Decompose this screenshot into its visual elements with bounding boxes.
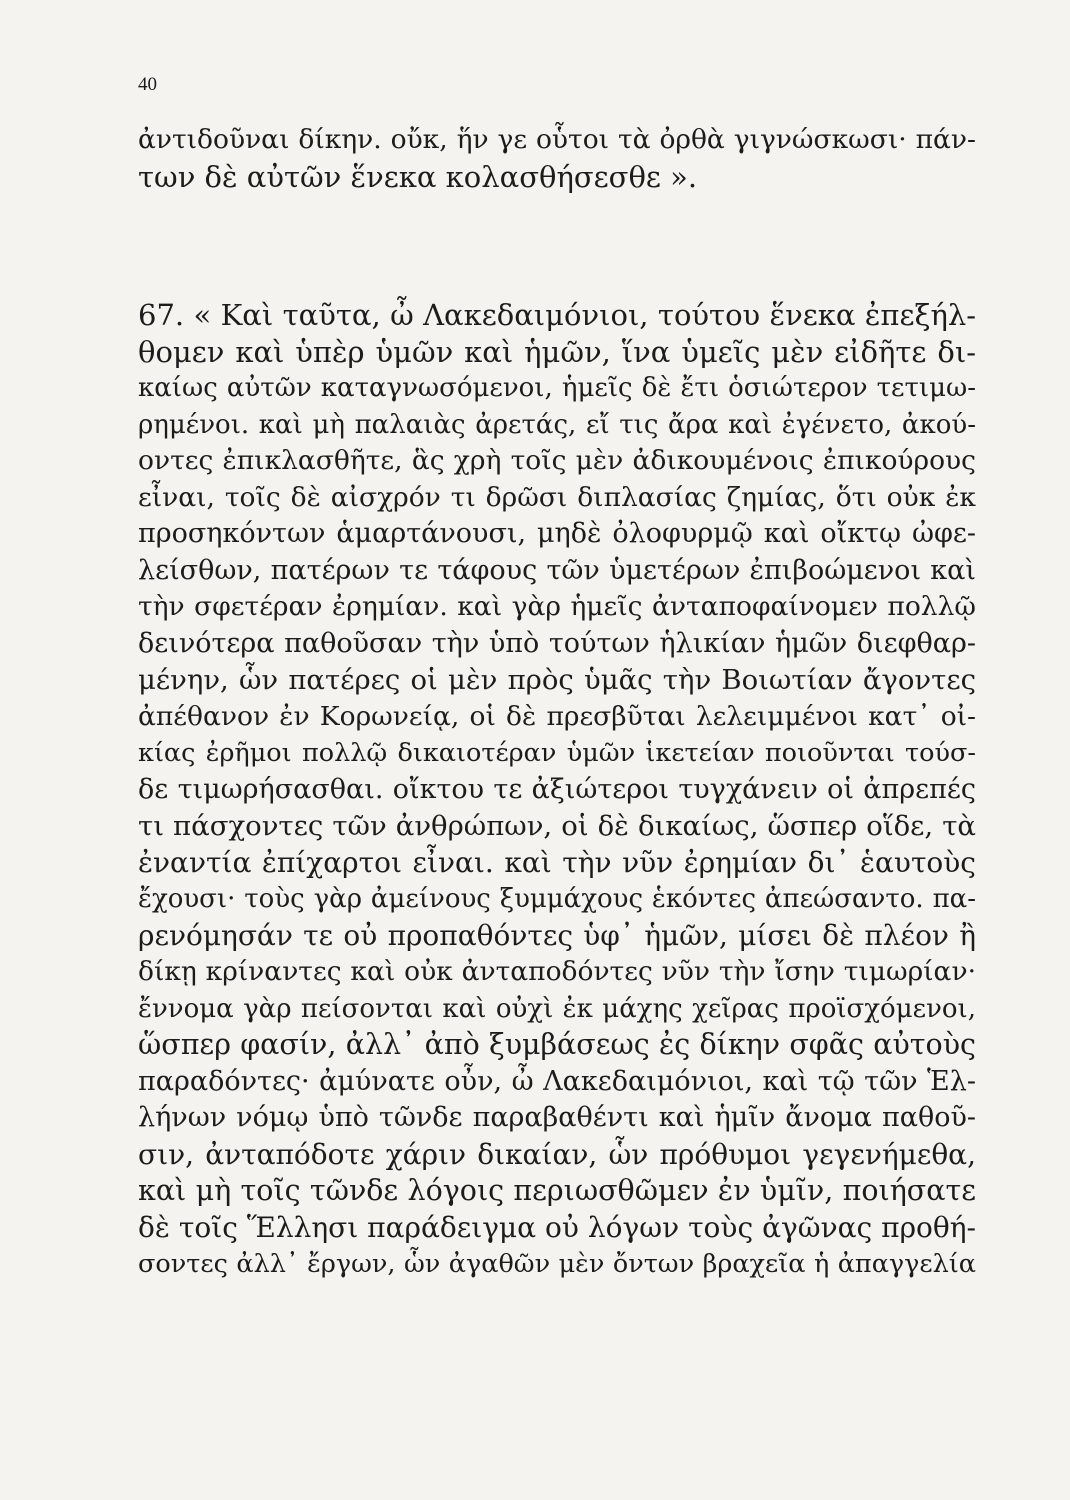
text-line: τὴν σφετέραν ἐρημίαν. καὶ γὰρ ἡμεῖς ἀνταποφαίνομεν πολλῷ: [138, 591, 976, 622]
paragraph-1: [138, 122, 976, 195]
text-line: σιν, ἀνταπόδοτε χάριν δικαίαν, ὧν πρόθυμοι γεγενήμεθα,: [138, 1137, 976, 1171]
text-line: ὥσπερ φασίν, ἀλλ᾽ ἀπὸ ξυμβάσεως ἐς δίκην σφᾶς αὐτοὺς: [138, 1028, 976, 1061]
text-line: οντες ἐπικλασθῆτε, ἃς χρὴ τοῖς μὲν ἀδικουμένοις ἐπικούρους: [138, 445, 976, 476]
text-line: καὶ μὴ τοῖς τῶνδε λόγοις περιωσθῶμεν ἐν ὑμῖν, ποιήσατε: [138, 1174, 976, 1207]
text-line: δεινότερα παθοῦσαν τὴν ὑπὸ τούτων ἡλικίαν ἡμῶν διεφθαρ-: [138, 627, 976, 659]
text-line: προσηκόντων ἁμαρτάνουσι, μηδὲ ὀλοφυρμῷ καὶ οἴκτῳ ὠφε-: [138, 518, 976, 549]
page-number: 40: [138, 74, 157, 95]
text-line: των δὲ αὐτῶν ἕνεκα κολασθήσεσθε ».: [138, 159, 698, 194]
text-line: θομεν καὶ ὑπὲρ ὑμῶν καὶ ἡμῶν, ἵνα ὑμεῖς μὲν εἰδῆτε δι-: [138, 334, 976, 369]
text-line: μένην, ὧν πατέρες οἱ μὲν πρὸς ὑμᾶς τὴν Βοιωτίαν ἄγοντες: [138, 664, 976, 696]
text-line: κίας ἐρῆμοι πολλῷ δικαιοτέραν ὑμῶν ἱκετείαν ποιοῦνται τούσ-: [138, 738, 976, 768]
text-line: τι πάσχοντες τῶν ἀνθρώπων, οἱ δὲ δικαίως, ὥσπερ οἵδε, τὰ: [138, 810, 976, 842]
text-line: ρημένοι. καὶ μὴ παλαιὰς ἀρετάς, εἴ τις ἄρα καὶ ἐγένετο, ἀκού-: [138, 409, 976, 440]
text-line: δίκῃ κρίναντες καὶ οὐκ ἀνταποδόντες νῦν τὴν ἴσην τιμωρίαν·: [138, 956, 976, 987]
text-line: ἀπέθανον ἐν Κορωνείᾳ, οἱ δὲ πρεσβῦται λελειμμένοι κατ᾽ οἰ-: [138, 700, 976, 732]
text-line: καίως αὐτῶν καταγνωσόμενοι, ἡμεῖς δὲ ἔτι ὁσιώτερον τετιμω-: [138, 373, 976, 403]
text-line: παραδόντες· ἀμύνατε οὖν, ὦ Λακεδαιμόνιοι, καὶ τῷ τῶν Ἑλ-: [138, 1065, 976, 1097]
text-line: ἐναντία ἐπίχαρτοι εἶναι. καὶ τὴν νῦν ἐρημίαν δι᾽ ἑαυτοὺς: [138, 845, 976, 879]
text-line: ἔννομα γὰρ πείσονται καὶ οὐχὶ ἐκ μάχης χεῖρας προϊσχόμενοι,: [138, 993, 976, 1024]
text-line: ἔχουσι· τοὺς γὰρ ἀμείνους ξυμμάχους ἑκόντες ἀπεώσαντο. πα-: [138, 884, 976, 914]
text-line: δε τιμωρήσασθαι. οἴκτου τε ἀξιώτεροι τυγχάνειν οἱ ἀπρεπές: [138, 773, 976, 805]
paragraph-67: [138, 297, 976, 1283]
text-line: ἀντιδοῦναι δίκην. οὔκ, ἥν γε οὗτοι τὰ ὀρθὰ γιγνώσκωσι· πάν-: [138, 124, 976, 155]
text-line: σοντες ἀλλ᾽ ἔργων, ὧν ἀγαθῶν μὲν ὄντων βραχεῖα ἡ ἀπαγγελία: [138, 1249, 976, 1279]
text-line: 67. « Καὶ ταῦτα, ὦ Λακεδαιμόνιοι, τούτου ἕνεκα ἐπεξήλ-: [138, 298, 976, 332]
text-line: εἶναι, τοῖς δὲ αἰσχρόν τι δρῶσι διπλασίας ζημίας, ὅτι οὐκ ἐκ: [138, 481, 976, 513]
text-line: λείσθων, πατέρων τε τάφους τῶν ὑμετέρων ἐπιβοώμενοι καὶ: [138, 554, 976, 586]
text-line: ρενόμησάν τε οὐ προπαθόντες ὑφ᾽ ἡμῶν, μίσει δὲ πλέον ἢ: [138, 918, 976, 952]
text-line: λήνων νόμῳ ὑπὸ τῶνδε παραβαθέντι καὶ ἡμῖν ἄνομα παθοῦ-: [138, 1102, 976, 1133]
text-line: δὲ τοῖς Ἕλλησι παράδειγμα οὐ λόγων τοὺς ἀγῶνας προθή-: [138, 1210, 976, 1244]
